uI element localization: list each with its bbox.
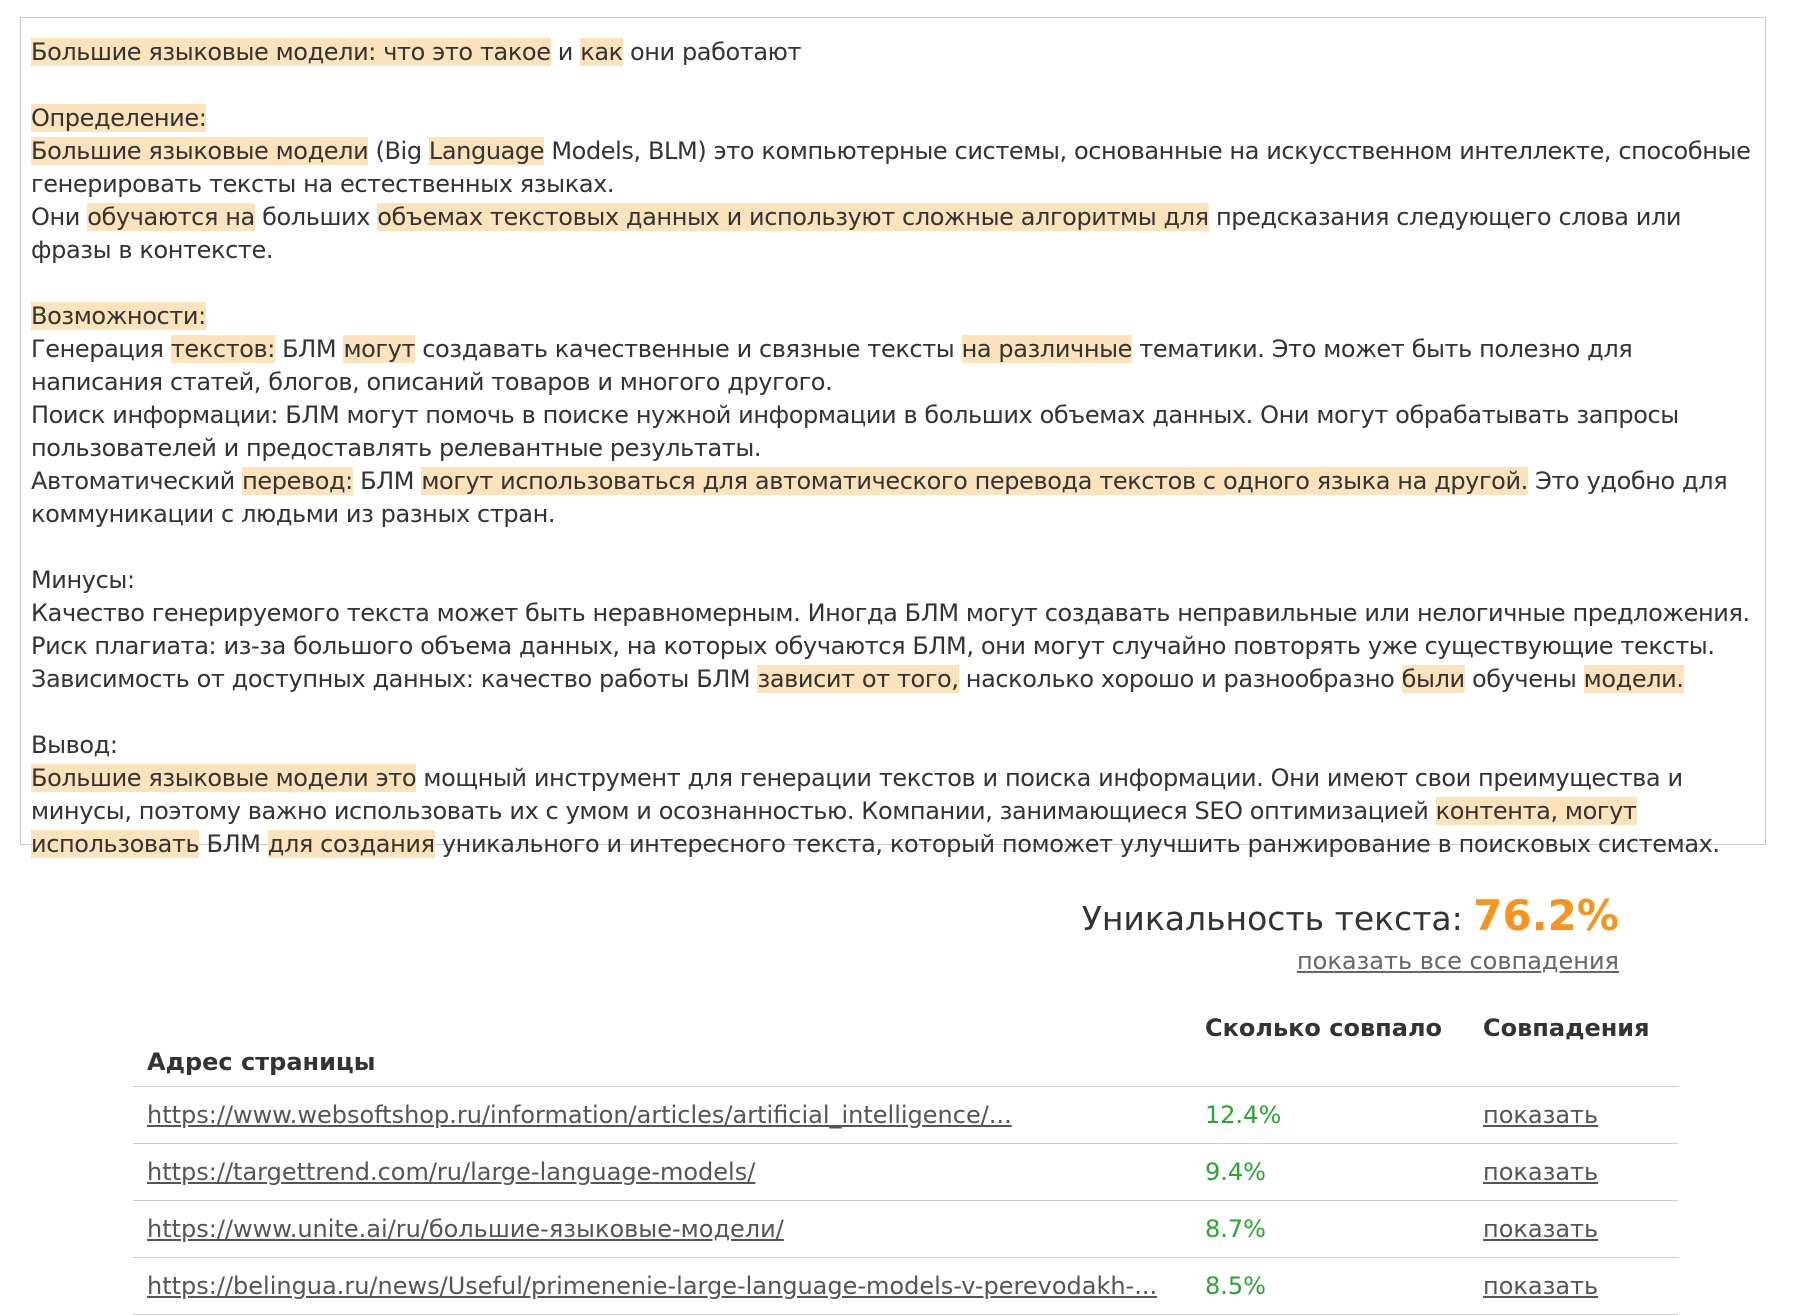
match-percent: 8.5%: [1191, 1258, 1469, 1315]
text-fragment: БЛМ: [352, 467, 422, 495]
show-match-link[interactable]: показать: [1483, 1158, 1599, 1186]
uniqueness-line: [1081, 891, 1619, 941]
match-percent: 9.4%: [1191, 1144, 1469, 1201]
text-fragment: они работают: [622, 38, 802, 66]
matched-fragment: модели.: [1583, 665, 1684, 693]
text-fragment: Вывод:: [31, 731, 118, 759]
text-fragment: (Big: [368, 137, 429, 165]
matched-fragment: Возможности:: [31, 302, 206, 330]
show-all-matches-link[interactable]: показать все совпадения: [1296, 947, 1619, 975]
blank-line: [31, 696, 1755, 729]
show-match-link[interactable]: показать: [1483, 1272, 1599, 1300]
table-row: [133, 1258, 1678, 1315]
url-cell: [133, 1087, 1191, 1144]
blank-line: [31, 531, 1755, 564]
matched-fragment: были: [1401, 665, 1465, 693]
text-paragraph: [31, 300, 1755, 333]
show-match-link[interactable]: показать: [1483, 1101, 1599, 1129]
matched-fragment: на различные: [961, 335, 1133, 363]
text-paragraph: [31, 333, 1755, 399]
column-header-matches: Совпадения: [1469, 1000, 1678, 1087]
text-fragment: предсказания следующего слова или фразы в контексте.: [31, 203, 1682, 264]
uniqueness-summary: [1081, 891, 1619, 975]
action-cell: [1469, 1258, 1678, 1315]
match-percent: 12.4%: [1191, 1087, 1469, 1144]
matched-fragment: перевод:: [242, 467, 353, 495]
matched-fragment: контента, могут использовать: [31, 797, 1637, 858]
text-paragraph: [31, 201, 1755, 267]
text-fragment: Минусы:: [31, 566, 135, 594]
match-url-link[interactable]: https://targettrend.com/ru/large-language-models/: [147, 1158, 756, 1186]
text-paragraph: [31, 36, 1755, 69]
matched-fragment: для создания: [267, 830, 435, 858]
text-fragment: уникального и интересного текста, который поможет улучшить ранжирование в поисковых системах.: [434, 830, 1720, 858]
matched-fragment: Большие языковые модели: что это такое: [31, 38, 551, 66]
column-header-url: Адрес страницы: [133, 1000, 1191, 1087]
text-fragment: и: [550, 38, 581, 66]
matched-fragment: обучаются на: [87, 203, 255, 231]
text-fragment: БЛМ: [274, 335, 344, 363]
matched-fragment: Большие языковые модели: [31, 137, 369, 165]
text-paragraph: [31, 135, 1755, 201]
checked-text-box: [20, 17, 1766, 858]
text-paragraph: [31, 597, 1755, 630]
blank-line: [31, 69, 1755, 102]
match-url-link[interactable]: https://www.websoftshop.ru/information/articles/artificial_intelligence/...: [147, 1101, 1012, 1129]
text-paragraph: [31, 399, 1755, 465]
url-cell: [133, 1201, 1191, 1258]
matches-table: [133, 1000, 1678, 1315]
text-paragraph: [31, 663, 1755, 696]
text-fragment: Риск плагиата: из-за большого объема данных, на которых обучаются БЛМ, они могут случайно повторять уже существующие тексты.: [31, 632, 1715, 660]
matched-fragment: Language: [428, 137, 545, 165]
table-row: [133, 1201, 1678, 1258]
action-cell: [1469, 1144, 1678, 1201]
text-fragment: Поиск информации: БЛМ могут помочь в поиске нужной информации в больших объемах данных. Они могут обрабатывать запросы пользователей и предоставлять релевантные результаты.: [31, 401, 1679, 462]
text-fragment: Models, BLM) это компьютерные системы, основанные на искусственном интеллекте, способные генерировать тексты на естественных языках.: [31, 137, 1751, 198]
text-paragraph: [31, 102, 1755, 135]
text-fragment: больших: [254, 203, 378, 231]
text-fragment: Генерация: [31, 335, 171, 363]
show-match-link[interactable]: показать: [1483, 1215, 1599, 1243]
text-fragment: тематики. Это может быть полезно для написания статей, блогов, описаний товаров и многого другого.: [31, 335, 1633, 396]
matched-fragment: могут: [343, 335, 416, 363]
text-paragraph: [31, 564, 1755, 597]
matched-fragment: текстов:: [170, 335, 275, 363]
text-fragment: мощный инструмент для генерации текстов и поиска информации. Они имеют свои преимущества и минусы, поэтому важно использовать их с умом и осознанностью. Компании, занимающиеся SEO оптимизацией: [31, 764, 1683, 825]
text-fragment: Качество генерируемого текста может быть неравномерным. Иногда БЛМ могут создавать неправильные или нелогичные предложения.: [31, 599, 1750, 627]
matched-fragment: Большие языковые модели это: [31, 764, 417, 792]
table-header-row: [133, 1000, 1678, 1087]
text-paragraph: [31, 762, 1755, 861]
action-cell: [1469, 1087, 1678, 1144]
match-url-link[interactable]: https://www.unite.ai/ru/большие-языковые-модели/: [147, 1215, 784, 1243]
action-cell: [1469, 1201, 1678, 1258]
match-url-link[interactable]: https://belingua.ru/news/Useful/primenenie-large-language-models-v-perevodakh-...: [147, 1272, 1158, 1300]
column-header-matched: Сколько совпало: [1191, 1000, 1469, 1087]
text-fragment: Это удобно для коммуникации с людьми из разных стран.: [31, 467, 1728, 528]
text-paragraph: [31, 729, 1755, 762]
url-cell: [133, 1144, 1191, 1201]
text-paragraph: [31, 630, 1755, 663]
text-fragment: БЛМ: [199, 830, 268, 858]
table-row: [133, 1144, 1678, 1201]
text-paragraph: [31, 465, 1755, 531]
text-fragment: создавать качественные и связные тексты: [415, 335, 962, 363]
text-fragment: обучены: [1464, 665, 1584, 693]
text-fragment: Зависимость от доступных данных: качество работы БЛМ: [31, 665, 758, 693]
uniqueness-value: 76.2%: [1473, 891, 1619, 940]
match-percent: 8.7%: [1191, 1201, 1469, 1258]
uniqueness-label: Уникальность текста:: [1081, 899, 1463, 938]
text-fragment: Они: [31, 203, 88, 231]
matched-fragment: как: [580, 38, 623, 66]
table-row: [133, 1087, 1678, 1144]
text-fragment: Автоматический: [31, 467, 243, 495]
matched-fragment: зависит от того,: [757, 665, 959, 693]
matched-fragment: объемах текстовых данных и используют сложные алгоритмы для: [377, 203, 1209, 231]
blank-line: [31, 267, 1755, 300]
matched-fragment: Определение:: [31, 104, 207, 132]
text-fragment: насколько хорошо и разнообразно: [958, 665, 1402, 693]
url-cell: [133, 1258, 1191, 1315]
matched-fragment: могут использоваться для автоматического перевода текстов с одного языка на другой.: [421, 467, 1528, 495]
